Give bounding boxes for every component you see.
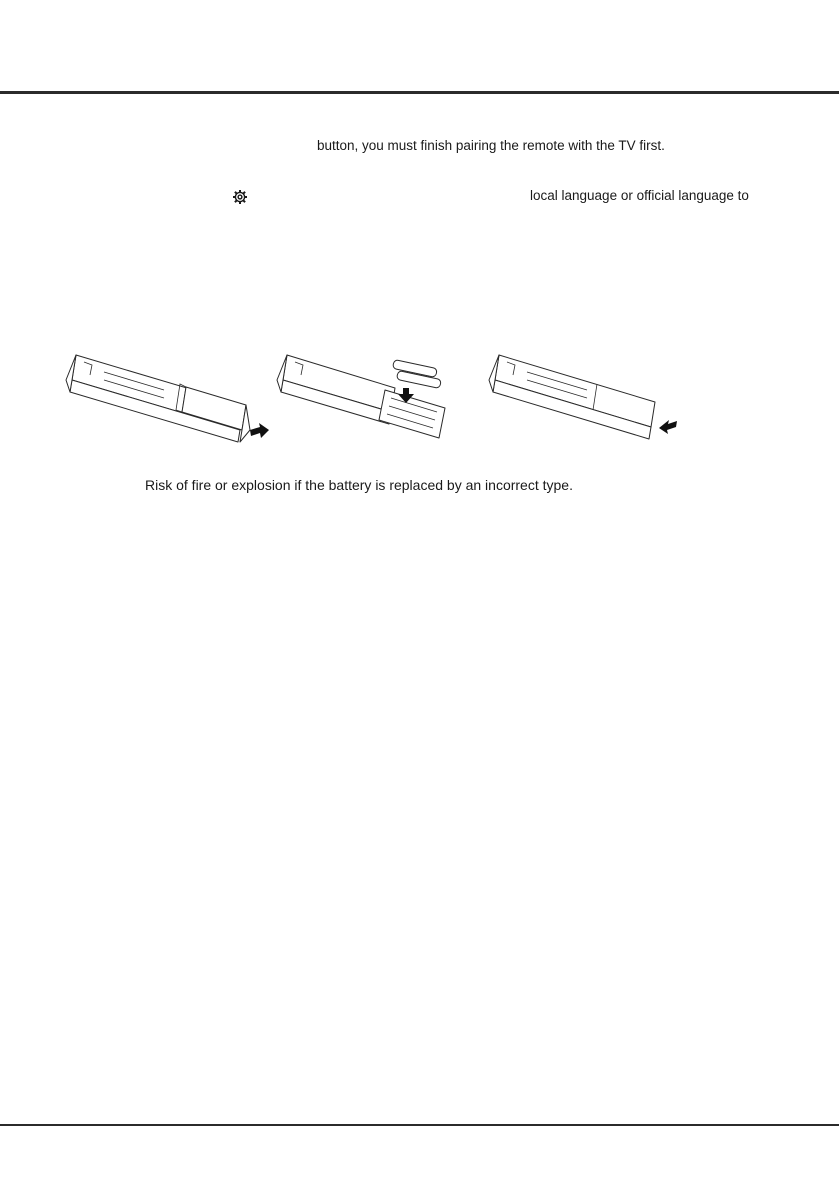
settings-gear-icon — [232, 189, 248, 205]
remote-close-cover-illustration — [487, 350, 697, 445]
pairing-note-text: button, you must finish pairing the remote with the TV first. — [317, 138, 665, 153]
battery-warning-text: Risk of fire or explosion if the battery is replaced by an incorrect type. — [145, 477, 573, 493]
header-rule — [0, 91, 839, 94]
remote-open-cover-illustration — [64, 350, 274, 445]
footer-rule — [0, 1124, 839, 1126]
remote-insert-batteries-illustration — [275, 350, 485, 445]
language-note-text: local language or official language to — [530, 188, 749, 203]
